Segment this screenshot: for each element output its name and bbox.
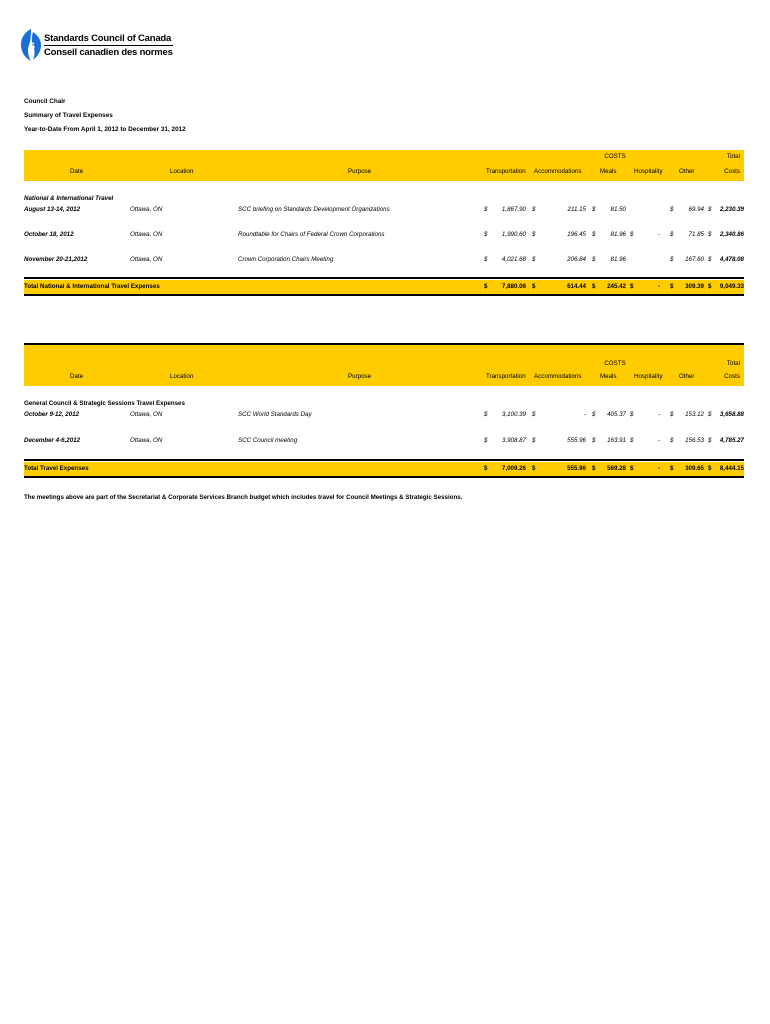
row-hospitality: - bbox=[657, 437, 660, 444]
total-label: Total Travel Expenses bbox=[24, 465, 89, 472]
row-other: 69.94 bbox=[688, 206, 704, 213]
currency-sign: $ bbox=[484, 437, 488, 444]
row-accommodations: - bbox=[583, 411, 586, 418]
row-transportation: 3,908.87 bbox=[501, 437, 526, 444]
report-title: Summary of Travel Expenses bbox=[24, 112, 113, 119]
table-header-band bbox=[24, 150, 744, 181]
row-total: 2,230.39 bbox=[719, 206, 744, 213]
col-hospitality: Hospitality bbox=[634, 373, 663, 380]
col-date: Date bbox=[70, 373, 84, 380]
col-other: Other bbox=[679, 168, 695, 175]
col-location: Location bbox=[170, 168, 194, 175]
row-date: August 13-14, 2012 bbox=[24, 206, 81, 213]
row-date: December 4-6,2012 bbox=[24, 437, 81, 444]
currency-sign: $ bbox=[630, 411, 634, 418]
currency-sign: $ bbox=[484, 256, 488, 263]
currency-sign: $ bbox=[708, 283, 712, 290]
currency-sign: $ bbox=[630, 465, 634, 472]
currency-sign: $ bbox=[670, 437, 674, 444]
currency-sign: $ bbox=[532, 437, 536, 444]
total-meals: 569.28 bbox=[607, 465, 626, 472]
col-meals: Meals bbox=[600, 373, 617, 380]
col-transportation: Transportation bbox=[486, 168, 526, 175]
row-accommodations: 206.84 bbox=[567, 256, 586, 263]
currency-sign: $ bbox=[708, 411, 712, 418]
currency-sign: $ bbox=[592, 437, 596, 444]
col-other: Other bbox=[679, 373, 695, 380]
currency-sign: $ bbox=[630, 437, 634, 444]
currency-sign: $ bbox=[592, 283, 596, 290]
row-location: Ottawa, ON bbox=[130, 411, 163, 418]
row-total: 4,785.27 bbox=[719, 437, 744, 444]
svg-text:S: S bbox=[29, 41, 36, 51]
currency-sign: $ bbox=[484, 283, 488, 290]
currency-sign: $ bbox=[670, 465, 674, 472]
scc-logo bbox=[20, 28, 173, 62]
total-transportation: 7,009.26 bbox=[501, 465, 526, 472]
row-total: 3,658.88 bbox=[719, 411, 744, 418]
col-purpose: Purpose bbox=[348, 168, 372, 175]
row-meals: 81.96 bbox=[610, 256, 626, 263]
col-accommodations: Accommodations bbox=[534, 168, 582, 175]
total-bottom-rule bbox=[24, 294, 744, 296]
currency-sign: $ bbox=[630, 283, 634, 290]
logo-french: Conseil canadien des normes bbox=[44, 46, 173, 58]
total-other: 309.65 bbox=[685, 465, 704, 472]
currency-sign: $ bbox=[670, 231, 674, 238]
col-total-line1: Total bbox=[726, 360, 740, 367]
row-transportation: 3,100.39 bbox=[501, 411, 526, 418]
section-label: National & International Travel bbox=[24, 195, 114, 202]
footnote: The meetings above are part of the Secretariat & Corporate Services Branch budget which includes travel for Council Meetings & Strategic Sessions. bbox=[24, 494, 463, 501]
row-total: 2,340.86 bbox=[719, 231, 744, 238]
row-transportation: 4,021.68 bbox=[501, 256, 526, 263]
row-date: October 18, 2012 bbox=[24, 231, 74, 238]
total-top-rule bbox=[24, 459, 744, 461]
currency-sign: $ bbox=[708, 437, 712, 444]
row-location: Ottawa, ON bbox=[130, 256, 163, 263]
currency-sign: $ bbox=[532, 283, 536, 290]
row-purpose: SCC briefing on Standards Development Organizations bbox=[238, 206, 390, 213]
col-total-line1: Total bbox=[726, 153, 740, 160]
col-costs: COSTS bbox=[604, 360, 626, 367]
row-date: October 9-12, 2012 bbox=[24, 411, 80, 418]
total-hospitality: - bbox=[657, 283, 660, 290]
total-grand: 9,049.33 bbox=[719, 283, 744, 290]
currency-sign: $ bbox=[708, 465, 712, 472]
col-meals: Meals bbox=[600, 168, 617, 175]
currency-sign: $ bbox=[532, 256, 536, 263]
currency-sign: $ bbox=[592, 465, 596, 472]
col-date: Date bbox=[70, 168, 84, 175]
currency-sign: $ bbox=[708, 256, 712, 263]
row-accommodations: 196.45 bbox=[567, 231, 586, 238]
row-meals: 405.37 bbox=[607, 411, 626, 418]
row-hospitality: - bbox=[657, 231, 660, 238]
currency-sign: $ bbox=[532, 206, 536, 213]
row-purpose: SCC Council meeting bbox=[238, 437, 298, 444]
row-meals: 163.91 bbox=[607, 437, 626, 444]
row-other: 156.53 bbox=[685, 437, 704, 444]
currency-sign: $ bbox=[708, 206, 712, 213]
col-location: Location bbox=[170, 373, 194, 380]
row-transportation: 1,990.60 bbox=[501, 231, 526, 238]
currency-sign: $ bbox=[708, 231, 712, 238]
row-meals: 81.50 bbox=[610, 206, 626, 213]
total-label: Total National & International Travel Expenses bbox=[24, 283, 160, 290]
total-accommodations: 555.96 bbox=[567, 465, 586, 472]
total-grand: 8,444.15 bbox=[719, 465, 744, 472]
row-hospitality: - bbox=[657, 411, 660, 418]
total-other: 309.39 bbox=[685, 283, 704, 290]
row-location: Ottawa, ON bbox=[130, 206, 163, 213]
row-purpose: Crown Corporation Chairs Meeting bbox=[238, 256, 334, 263]
currency-sign: $ bbox=[484, 465, 488, 472]
report-period: Year-to-Date From April 1, 2012 to December 31, 2012 bbox=[24, 126, 186, 133]
row-accommodations: 211.15 bbox=[567, 206, 586, 213]
currency-sign: $ bbox=[630, 231, 634, 238]
currency-sign: $ bbox=[670, 283, 674, 290]
col-accommodations: Accommodations bbox=[534, 373, 582, 380]
currency-sign: $ bbox=[670, 411, 674, 418]
currency-sign: $ bbox=[532, 231, 536, 238]
row-purpose: SCC World Standards Day bbox=[238, 411, 312, 418]
currency-sign: $ bbox=[484, 206, 488, 213]
currency-sign: $ bbox=[592, 206, 596, 213]
scc-logo-icon bbox=[20, 28, 42, 62]
row-total: 4,478.08 bbox=[719, 256, 744, 263]
row-location: Ottawa, ON bbox=[130, 231, 163, 238]
row-accommodations: 555.96 bbox=[567, 437, 586, 444]
row-meals: 81.96 bbox=[610, 231, 626, 238]
row-transportation: 1,867.90 bbox=[501, 206, 526, 213]
report-owner: Council Chair bbox=[24, 98, 66, 105]
row-other: 167.60 bbox=[685, 256, 704, 263]
row-other: 71.85 bbox=[688, 231, 704, 238]
currency-sign: $ bbox=[592, 231, 596, 238]
currency-sign: $ bbox=[592, 411, 596, 418]
col-total-line2: Costs bbox=[724, 373, 740, 380]
row-other: 153.12 bbox=[685, 411, 704, 418]
row-purpose: Roundtable for Chairs of Federal Crown Corporations bbox=[238, 231, 385, 238]
row-date: November 20-21,2012 bbox=[24, 256, 88, 263]
total-accommodations: 614.44 bbox=[567, 283, 586, 290]
total-hospitality: - bbox=[657, 465, 660, 472]
logo-english: Standards Council of Canada bbox=[44, 32, 172, 44]
currency-sign: $ bbox=[670, 256, 674, 263]
total-bottom-rule bbox=[24, 476, 744, 478]
col-transportation: Transportation bbox=[486, 373, 526, 380]
currency-sign: $ bbox=[532, 465, 536, 472]
col-purpose: Purpose bbox=[348, 373, 372, 380]
row-location: Ottawa, ON bbox=[130, 437, 163, 444]
col-hospitality: Hospitality bbox=[634, 168, 663, 175]
total-transportation: 7,880.08 bbox=[501, 283, 526, 290]
section-label: General Council & Strategic Sessions Travel Expenses bbox=[24, 400, 185, 407]
currency-sign: $ bbox=[484, 411, 488, 418]
col-costs: COSTS bbox=[604, 153, 626, 160]
currency-sign: $ bbox=[532, 411, 536, 418]
col-total-line2: Costs bbox=[724, 168, 740, 175]
total-meals: 245.42 bbox=[607, 283, 626, 290]
currency-sign: $ bbox=[592, 256, 596, 263]
total-top-rule bbox=[24, 277, 744, 279]
currency-sign: $ bbox=[670, 206, 674, 213]
currency-sign: $ bbox=[484, 231, 488, 238]
